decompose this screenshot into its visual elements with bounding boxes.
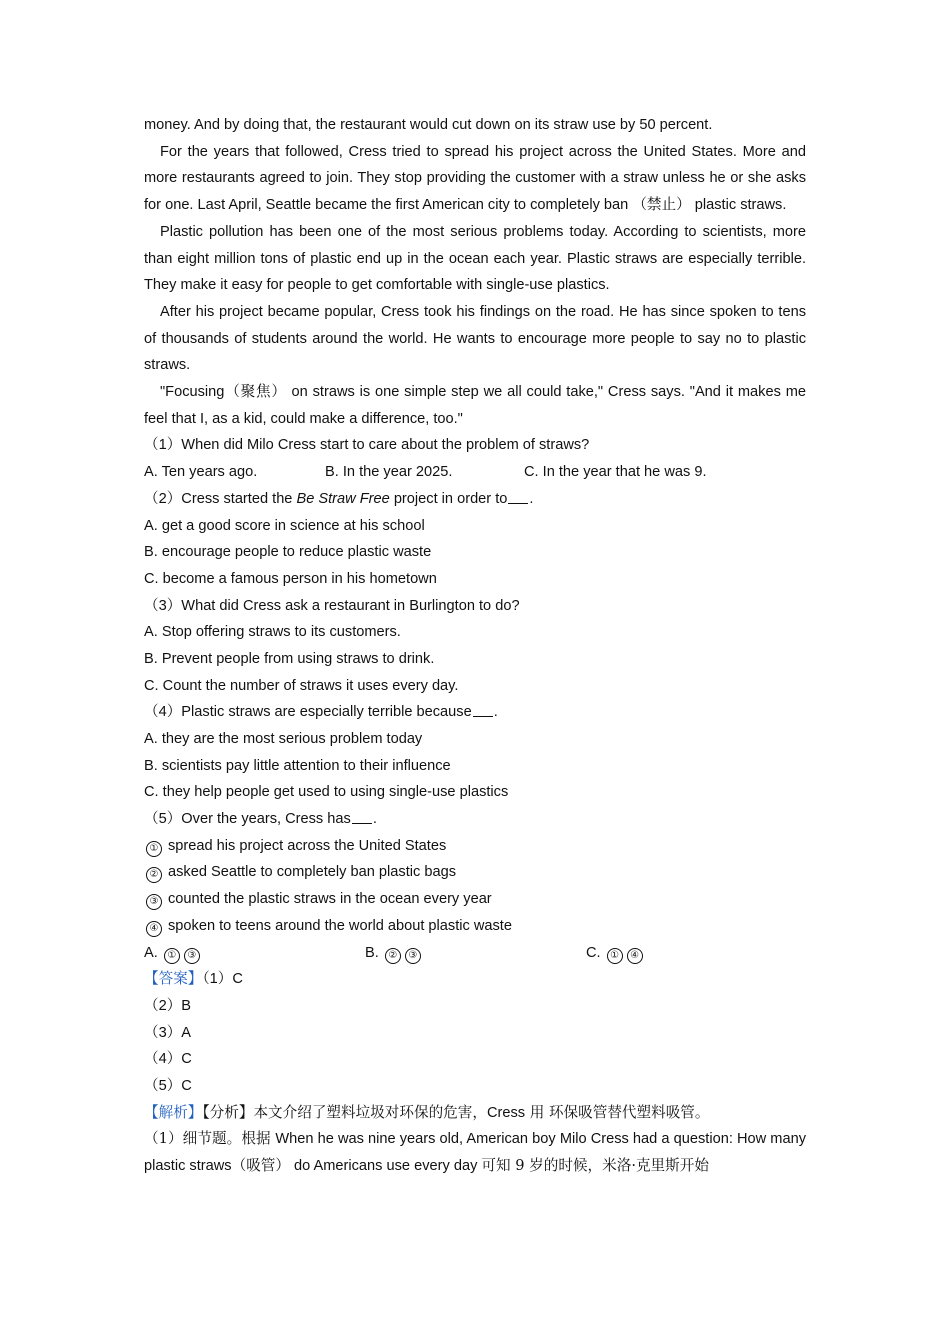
option-c: C. ① ④ bbox=[586, 940, 645, 967]
passage-paragraph: After his project became popular, Cress took his findings on the road. He has since spoken to tens of thousands of students around the world. He wants to encourage more people to say no to plastic straws. bbox=[144, 303, 806, 374]
question-stem: （3）What did Cress ask a restaurant in Burlington to do? bbox=[144, 597, 520, 614]
answer-line: （2）B bbox=[144, 997, 192, 1014]
option-b: B. encourage people to reduce plastic waste bbox=[144, 544, 432, 561]
question-stem: （4）Plastic straws are especially terrible because . bbox=[144, 699, 806, 726]
answer-blank bbox=[352, 807, 372, 824]
circled-number: ④ bbox=[146, 921, 162, 937]
chinese-gloss: （禁止） bbox=[632, 196, 691, 214]
answer-blank bbox=[473, 700, 493, 717]
analysis-intro: 【解析】【分析】本文介绍了塑料垃圾对环保的危害，Cress 用 环保吸管替代塑料吸管。 bbox=[144, 1103, 710, 1121]
passage-paragraph: Plastic pollution has been one of the most serious problems today. According to scientists, more than eight million tons of plastic end up in the ocean each year. Plastic straws are especially terrible. They make it easy for people to get comfortable with single-use plastics. bbox=[144, 223, 806, 294]
option-a: A. ① ③ bbox=[144, 940, 365, 967]
circled-number: ④ bbox=[627, 948, 643, 964]
circled-number: ② bbox=[146, 867, 162, 883]
circled-number: ③ bbox=[146, 894, 162, 910]
option-c: C. In the year that he was 9. bbox=[524, 464, 707, 481]
option-b: B. Prevent people from using straws to drink. bbox=[144, 650, 435, 667]
option-c: C. become a famous person in his hometown bbox=[144, 570, 437, 587]
option-b: B. ② ③ bbox=[365, 940, 586, 967]
answer-tag: 【答案】 bbox=[144, 970, 203, 988]
circled-number: ① bbox=[607, 948, 623, 964]
passage-paragraph: For the years that followed, Cress tried to spread his project across the United States. More and more restaurants agreed to join. They stop providing the customer with a straw unless he or she asks for one. Last April, Seattle became the first American city to completely ban （禁止） plastic straws. bbox=[144, 143, 806, 214]
option-b: B. In the year 2025. bbox=[325, 464, 453, 481]
option-a: A. Ten years ago. bbox=[144, 464, 258, 481]
analysis-tag: 【解析】 bbox=[144, 1103, 203, 1121]
question-options bbox=[144, 940, 806, 967]
circled-number: ③ bbox=[184, 948, 200, 964]
circled-number: ② bbox=[385, 948, 401, 964]
answer-line: （3）A bbox=[144, 1024, 192, 1041]
circled-number: ③ bbox=[405, 948, 421, 964]
option-b: B. scientists pay little attention to their influence bbox=[144, 757, 451, 774]
passage-paragraph: money. And by doing that, the restaurant would cut down on its straw use by 50 percent. bbox=[144, 117, 713, 133]
option-a: A. Stop offering straws to its customers. bbox=[144, 624, 401, 641]
analysis-detail: （1）细节题。根据 When he was nine years old, American boy Milo Cress had a question: How many plastic straws（吸管） do Americans use every day 可知 9 岁的时候，米洛·克里斯开始 bbox=[144, 1130, 806, 1175]
project-name: Be Straw Free bbox=[296, 490, 390, 507]
option-c: C. Count the number of straws it uses every day. bbox=[144, 677, 459, 694]
answer-line: （5）C bbox=[144, 1077, 192, 1094]
option-a: A. get a good score in science at his school bbox=[144, 517, 425, 534]
statement-item: ② asked Seattle to completely ban plastic bags bbox=[144, 859, 806, 886]
document-page bbox=[144, 112, 806, 1180]
question-stem: （5）Over the years, Cress has . bbox=[144, 806, 806, 833]
question-stem: （1）When did Milo Cress start to care about the problem of straws? bbox=[144, 437, 590, 454]
passage-paragraph: "Focusing（聚焦） on straws is one simple step we all could take," Cress says. "And it makes me feel that I, as a kid, could make a difference, too." bbox=[144, 383, 806, 427]
answer-blank bbox=[508, 487, 528, 504]
circled-number: ① bbox=[146, 841, 162, 857]
option-a: A. they are the most serious problem today bbox=[144, 731, 423, 747]
statement-item: ④ spoken to teens around the world about plastic waste bbox=[144, 913, 806, 940]
answer-line: （4）C bbox=[144, 1051, 192, 1068]
question-options bbox=[144, 459, 806, 486]
option-c: C. they help people get used to using single-use plastics bbox=[144, 784, 509, 801]
question-stem: （2）Cress started the Be Straw Free project in order to . bbox=[144, 486, 806, 513]
statement-item: ③ counted the plastic straws in the ocean every year bbox=[144, 886, 806, 913]
answer-line: 【答案】（1）C bbox=[144, 970, 243, 988]
statement-item: ① spread his project across the United States bbox=[144, 833, 806, 860]
circled-number: ① bbox=[164, 948, 180, 964]
chinese-gloss: （聚焦） bbox=[224, 383, 287, 401]
